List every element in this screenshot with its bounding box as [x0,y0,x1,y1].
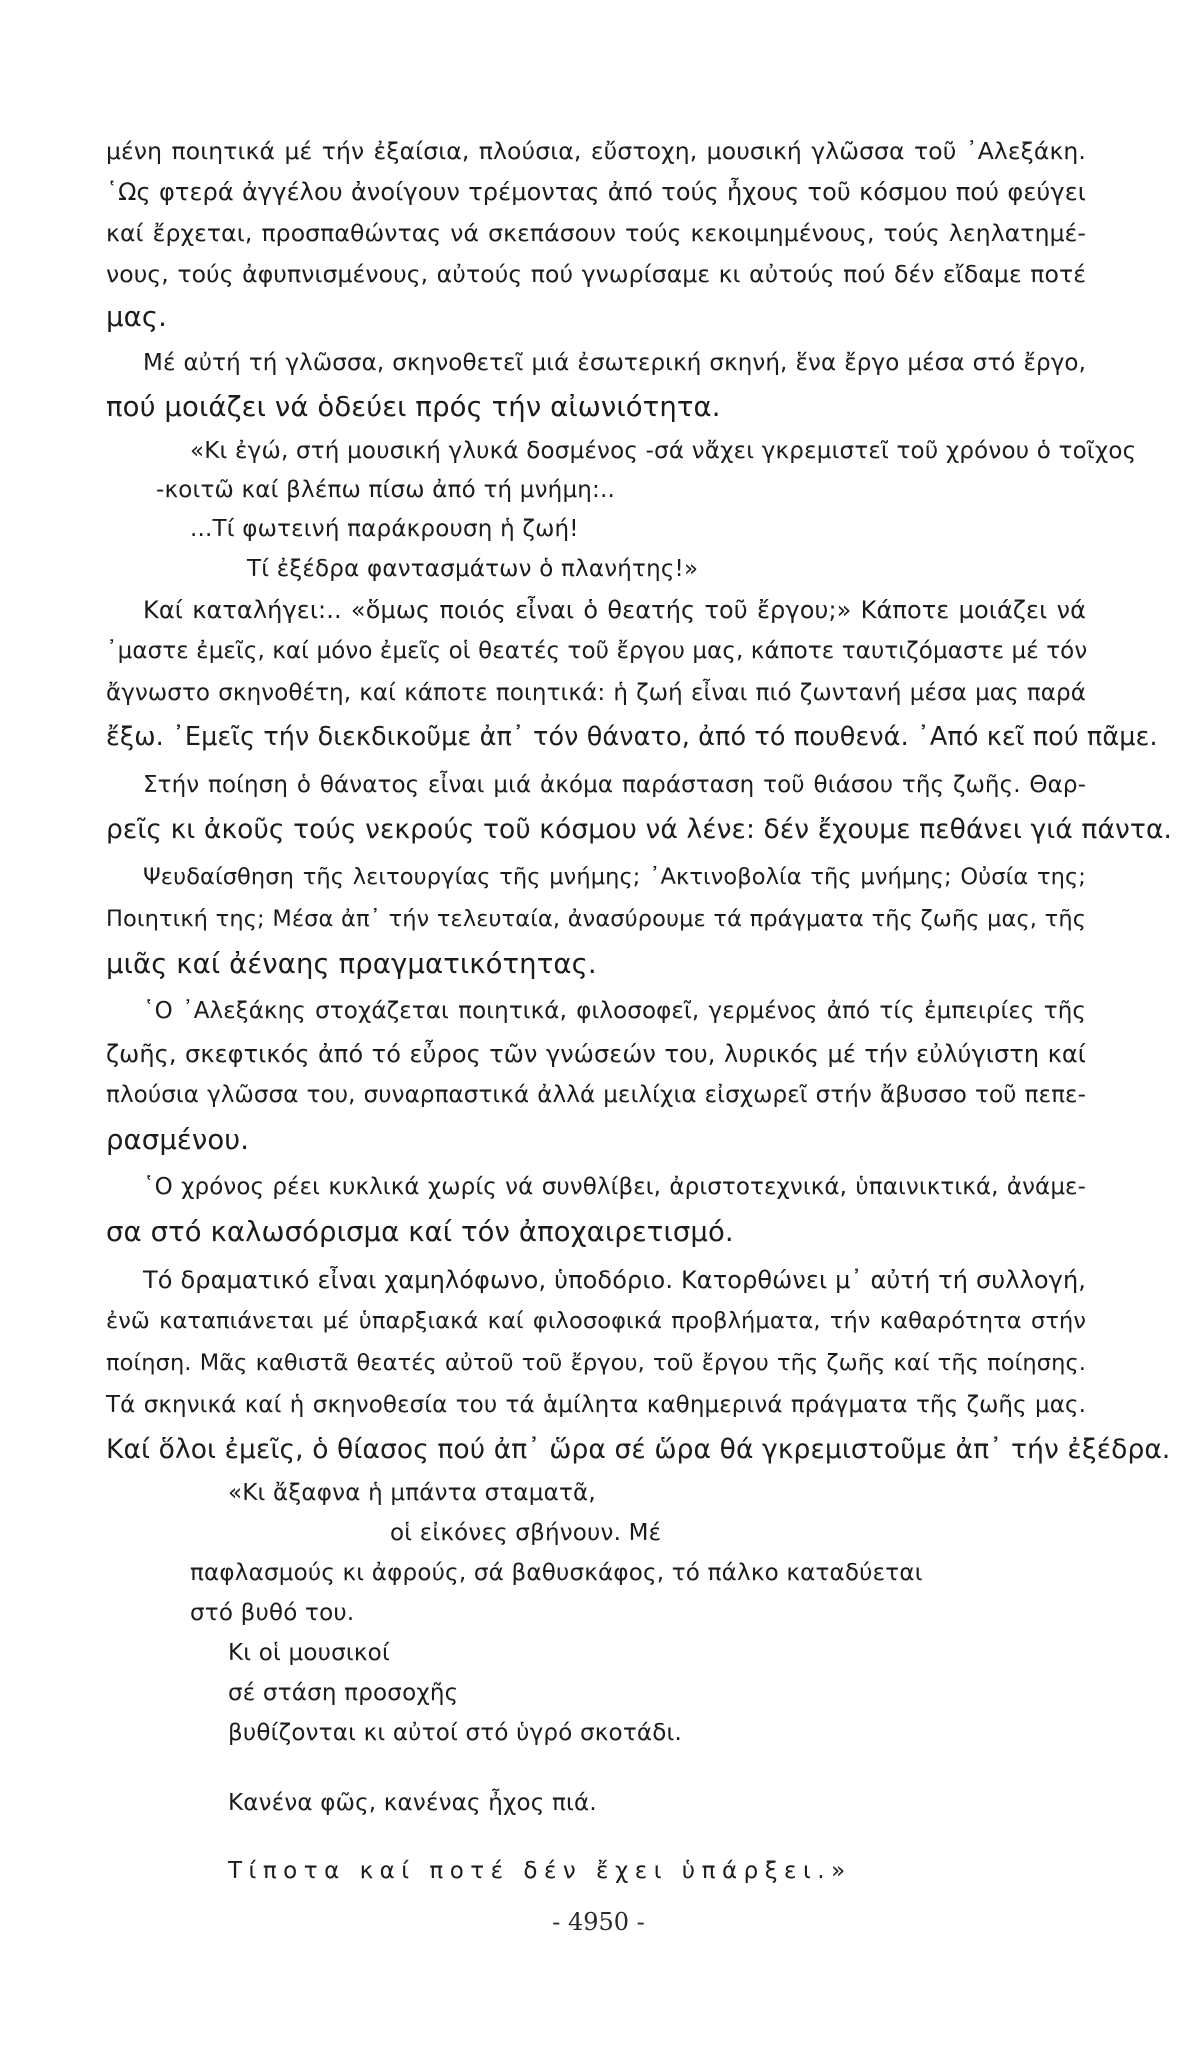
paragraph-line: νους, τούς ἀφυπνισμένους, αὐτούς πού γνωρίσαμε κι αὐτούς πού δέν εἴδαμε ποτέ [106,260,1086,288]
paragraph-line: ἔξω. ᾿Εμεῖς τήν διεκδικοῦμε ἀπ᾿ τόν θάνατο, ἀπό τό πουθενά. ᾿Από κεῖ πού πᾶμε. [106,722,1158,752]
poem-line: παφλασμούς κι ἀφρούς, σά βαθυσκάφος, τό πάλκο καταδύεται [190,1560,923,1586]
paragraph-line: ῾Ο ᾿Αλεξάκης στοχάζεται ποιητικά, φιλοσοφεῖ, γερμένος ἀπό τίς ἐμπειρίες τῆς [143,998,1086,1024]
poem-line: «Κι ἄξαφνα ἡ μπάντα σταματᾶ, [228,1480,596,1506]
paragraph-line: ρεῖς κι ἀκοῦς τούς νεκρούς τοῦ κόσμου νά λένε: δέν ἔχουμε πεθάνει γιά πάντα. [106,814,1173,845]
poem-line: Κανένα φῶς, κανένας ἦχος πιά. [228,1790,597,1816]
paragraph-line: ζωῆς, σκεφτικός ἀπό τό εὖρος τῶν γνώσεών του, λυρικός μέ τήν εὐλύγιστη καί [106,1040,1086,1068]
paragraph-line: ποίηση. Μᾶς καθιστᾶ θεατές αὐτοῦ τοῦ ἔργου, τοῦ ἔργου τῆς ζωῆς καί τῆς ποίησης. [106,1350,1086,1376]
quote-line: «Κι ἐγώ, στή μουσική γλυκά δοσμένος -σά νἄχει γκρεμιστεῖ τοῦ χρόνου ὁ τοῖχος [190,438,1137,464]
poem-line: οἱ εἰκόνες σβήνουν. Μέ [390,1520,662,1546]
paragraph-line: Ψευδαίσθηση τῆς λειτουργίας τῆς μνήμης; ᾿Ακτινοβολία τῆς μνήμης; Οὐσία της; [143,864,1086,890]
paragraph-line: πού μοιάζει νά ὁδεύει πρός τήν αἰωνιότητα. [106,391,721,423]
paragraph-line: ῾Ο χρόνος ρέει κυκλικά χωρίς νά συνθλίβει, ἀριστοτεχνικά, ὑπαινικτικά, ἀνάμε- [143,1174,1086,1200]
paragraph-line: ᾿μαστε ἐμεῖς, καί μόνο ἐμεῖς οἱ θεατές τοῦ ἔργου μας, κάποτε ταυτιζόμαστε μέ τόν [106,638,1088,664]
paragraph-line: μένη ποιητικά μέ τήν ἐξαίσια, πλούσια, εὔστοχη, μουσική γλῶσσα τοῦ ᾿Αλεξάκη. [106,137,1086,165]
paragraph-line: Τό δραματικό εἶναι χαμηλόφωνο, ὑποδόριο. Κατορθώνει μ᾿ αὐτή τή συλλογή, [143,1266,1086,1294]
paragraph-line: Μέ αὐτή τή γλῶσσα, σκηνοθετεῖ μιά ἐσωτερική σκηνή, ἕνα ἔργο μέσα στό ἔργο, [143,350,1086,376]
poem-line: βυθίζονται κι αὐτοί στό ὑγρό σκοτάδι. [228,1720,682,1746]
paragraph-line: Τά σκηνικά καί ἡ σκηνοθεσία του τά ἁμίλητα καθημερινά πράγματα τῆς ζωῆς μας. [106,1392,1086,1418]
poem-line: στό βυθό του. [190,1600,355,1626]
poem-line: Κι οἱ μουσικοί [228,1640,390,1666]
poem-line: Τίποτα καί ποτέ δέν ἔχει ὑπάρξει.» [228,1858,852,1884]
paragraph-line: ρασμένου. [106,1124,250,1156]
paragraph-line: ἐνῶ καταπιάνεται μέ ὑπαρξιακά καί φιλοσοφικά προβλήματα, τήν καθαρότητα στήν [106,1308,1086,1334]
paragraph-line: πλούσια γλῶσσα του, συναρπαστικά ἀλλά μειλίχια εἰσχωρεῖ στήν ἄβυσσο τοῦ πεπε- [106,1082,1086,1108]
paragraph-line: σα στό καλωσόρισμα καί τόν ἀποχαιρετισμό. [106,1216,734,1248]
paragraph-line: Στήν ποίηση ὁ θάνατος εἶναι μιά ἀκόμα παράσταση τοῦ θιάσου τῆς ζωῆς. Θαρ- [143,772,1086,798]
paragraph-line: ἄγνωστο σκηνοθέτη, καί κάποτε ποιητικά: ἡ ζωή εἶναι πιό ζωντανή μέσα μας παρά [106,680,1086,706]
quote-line: ...Τί φωτεινή παράκρουση ἡ ζωή! [190,516,579,542]
page-number: - 4950 - [552,1908,645,1936]
quote-line: -κοιτῶ καί βλέπω πίσω ἀπό τή μνήμη:.. [156,477,616,503]
paragraph-line: Καί ὅλοι ἐμεῖς, ὁ θίασος πού ἀπ᾿ ὥρα σέ ὥρα θά γκρεμιστοῦμε ἀπ᾿ τήν ἐξέδρα. [106,1434,1171,1465]
quote-line: Τί ἐξέδρα φαντασμάτων ὁ πλανήτης!» [247,556,699,582]
paragraph-line: Καί καταλήγει:.. «ὅμως ποιός εἶναι ὁ θεατής τοῦ ἔργου;» Κάποτε μοιάζει νά [143,596,1086,624]
paragraph-line: ῾Ως φτερά ἀγγέλου ἀνοίγουν τρέμοντας ἀπό τούς ἦχους τοῦ κόσμου πού φεύγει [106,178,1086,206]
paragraph-line: Ποιητική της; Μέσα ἀπ᾿ τήν τελευταία, ἀνασύρουμε τά πράγματα τῆς ζωῆς μας, τῆς [106,906,1086,932]
paragraph-line: μας. [106,301,167,333]
paragraph-line: καί ἔρχεται, προσπαθώντας νά σκεπάσουν τούς κεκοιμημένους, τούς λεηλατημέ- [106,219,1086,247]
poem-line: σέ στάση προσοχῆς [228,1680,459,1706]
paragraph-line: μιᾶς καί ἀέναης πραγματικότητας. [106,948,597,980]
